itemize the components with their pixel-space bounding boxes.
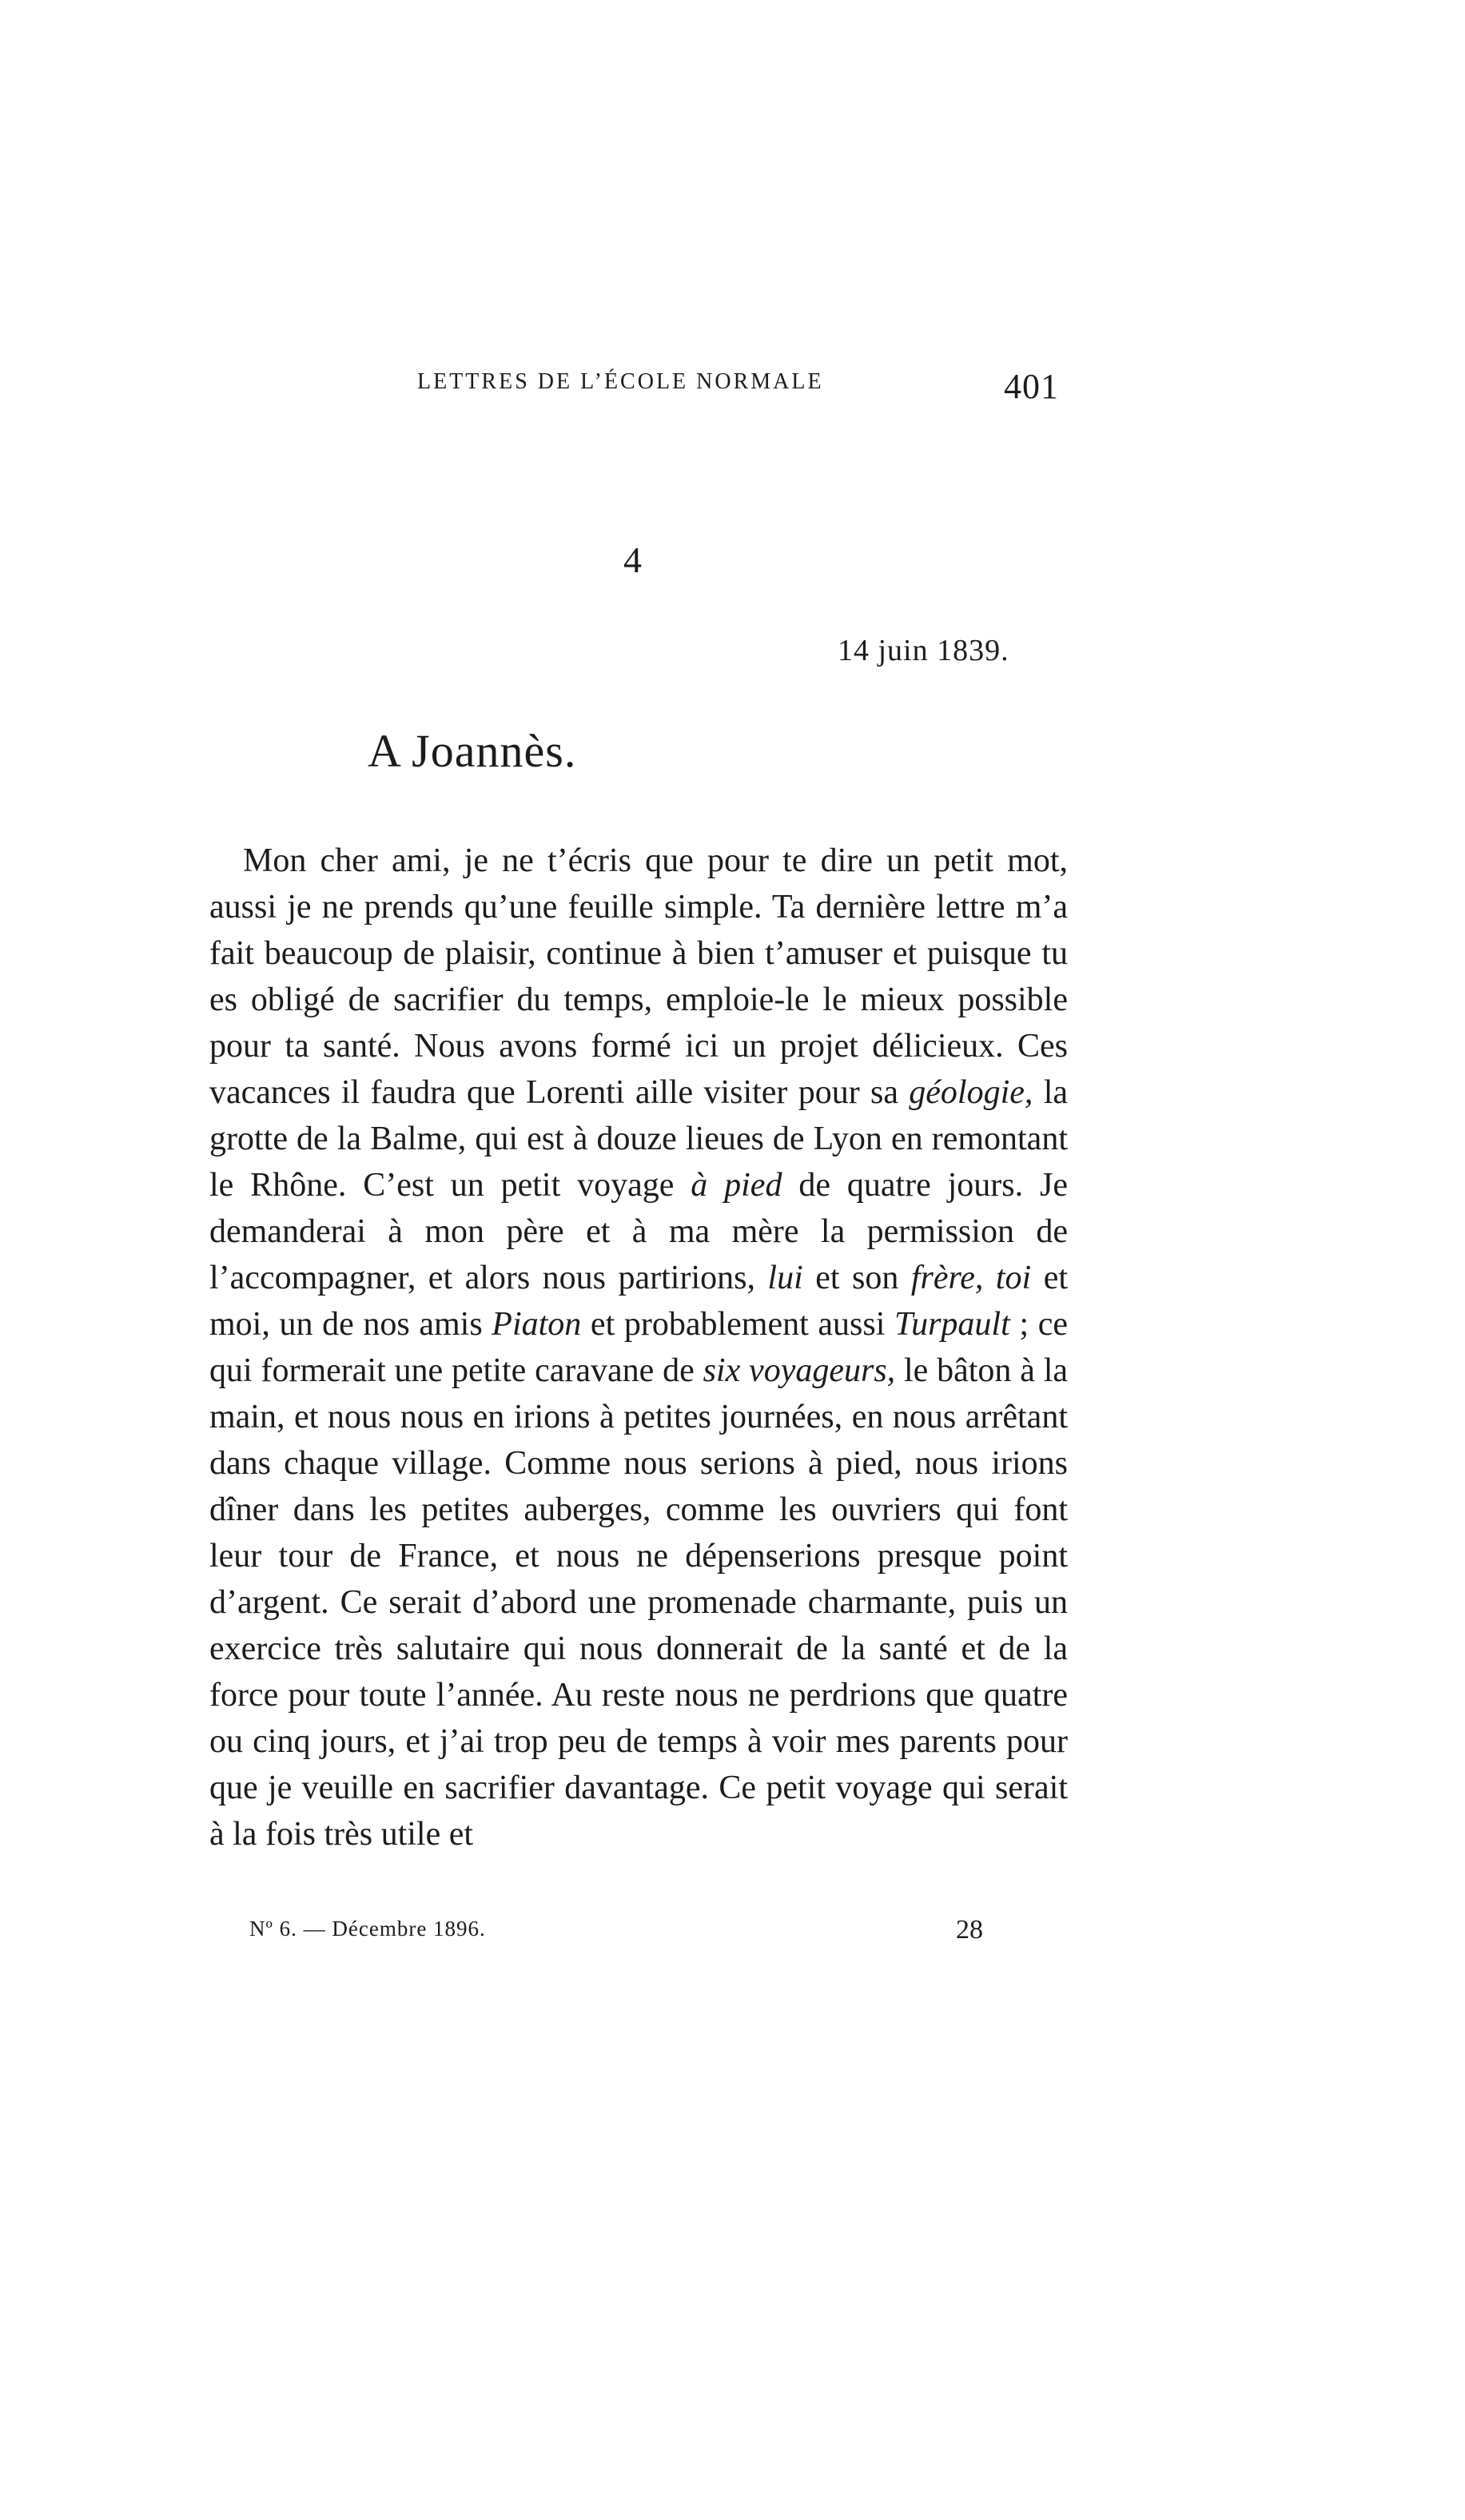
issue-signature: Nº 6. — Décembre 1896. (249, 1917, 486, 1941)
italic-run: frère, (910, 1260, 984, 1296)
letter-body (209, 838, 1068, 1857)
running-title: LETTRES DE L’ÉCOLE NORMALE (417, 369, 824, 394)
text-run: et moi, un de nos amis (209, 1260, 1069, 1343)
text-run: et probablement aussi (581, 1306, 895, 1343)
italic-run: géologie, (909, 1074, 1033, 1111)
italic-run: à pied (691, 1167, 782, 1204)
letter-date: 14 juin 1839. (838, 634, 1009, 667)
italic-run: six voyageurs, (703, 1352, 896, 1389)
text-run (983, 1260, 995, 1296)
letter-number: 4 (623, 539, 642, 580)
italic-run: lui (767, 1260, 803, 1296)
page-number: 401 (1004, 367, 1059, 406)
text-run: ; ce qui formerait une petite caravane de (209, 1306, 1068, 1389)
text-run: et son (802, 1260, 911, 1296)
text-run: Mon cher ami, je ne t’écris que pour te dire un petit mot, aussi je ne prends qu’une feuille simple. Ta dernière lettre m’a fait beaucoup de plaisir, continue à bien t’amuser et puisque tu es obligé de sacrifier du temps, emploie-le le mieux possible pour ta santé. Nous avons formé ici un projet délicieux. Ces vacances il faudra que Lorenti aille visiter pour sa (209, 842, 1068, 1111)
letter-addressee: A Joannès. (368, 725, 577, 777)
italic-run: Turpault (894, 1306, 1010, 1343)
sheet-number: 28 (956, 1915, 983, 1945)
text-run: le bâton à la main, et nous nous en irions à petites journées, en nous arrêtant dans chaque village. Comme nous serions à pied, nous irions dîner dans les petites auberges, comme les ouvriers qui font leur tour de France, et nous ne dépenserions presque point d’argent. Ce serait d’abord une promenade charmante, puis un exercice très salutaire qui nous donnerait de la santé et de la force pour toute l’année. Au reste nous ne perdrions que quatre ou cinq jours, et j’ai trop peu de temps à voir mes parents pour que je veuille en sacrifier davantage. Ce petit voyage qui serait à la fois très utile et (209, 1352, 1069, 1853)
text-run: de quatre jours. Je demanderai à mon père et à ma mère la permission de l’accompagner, et alors nous partirions, (209, 1167, 1068, 1296)
italic-run: toi (995, 1260, 1032, 1296)
text-run: la grotte de la Balme, qui est à douze lieues de Lyon en remontant le Rhône. C’est un petit voyage (209, 1074, 1069, 1204)
italic-run: Piaton (492, 1306, 582, 1343)
